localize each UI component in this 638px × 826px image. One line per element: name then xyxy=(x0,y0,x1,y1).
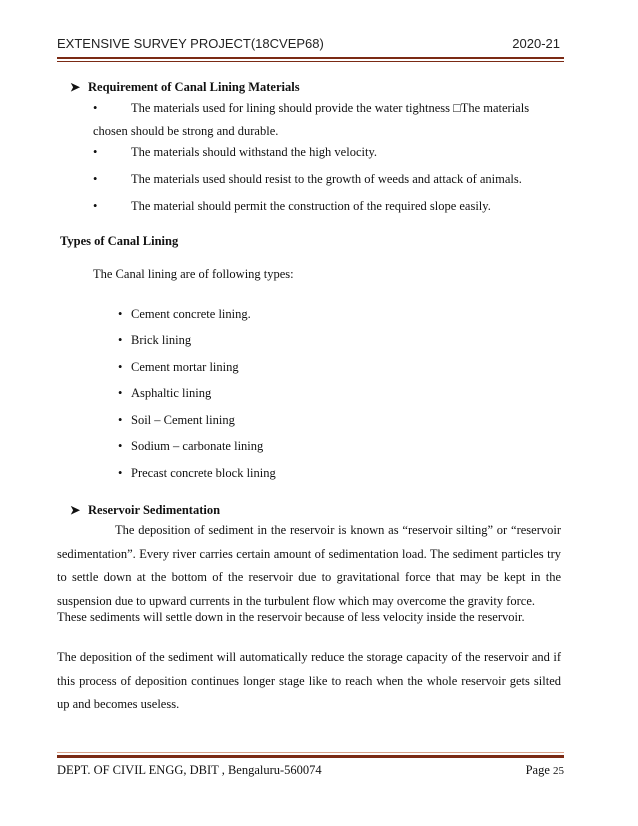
lining-type-item: Cement concrete lining. xyxy=(131,307,251,321)
requirements-title: Requirement of Canal Lining Materials xyxy=(88,80,300,94)
lining-type-item: Cement mortar lining xyxy=(131,360,239,374)
requirement-item-1-line2: chosen should be strong and durable. xyxy=(93,124,279,138)
bullet-dot-icon: • xyxy=(118,466,123,480)
lining-type-item: Asphaltic lining xyxy=(131,386,212,400)
lining-type-item: Brick lining xyxy=(131,333,192,347)
lining-type-item: Soil – Cement lining xyxy=(131,413,235,427)
requirement-item-2: The materials should withstand the high velocity. xyxy=(131,145,378,159)
bullet-dot-icon: • xyxy=(93,145,98,159)
sedimentation-paragraph-1-body: The deposition of sediment in the reservoir is known as “reservoir silting” or “reservoir sedimentation”. Every river carries certain amount of sedimentation load. The sediment particles try to settle down at the bottom of the reservoir due to gravitational force that may be kept in the suspension due to upward currents in the turbulent flow which may overcome the gravity force. xyxy=(57,523,561,608)
sedimentation-heading xyxy=(70,503,220,518)
requirement-item-4: The material should permit the construction of the required slope easily. xyxy=(131,199,491,213)
bullet-dot-icon: • xyxy=(118,307,123,321)
bullet-dot-icon: • xyxy=(93,101,98,115)
page-label: Page xyxy=(525,763,550,777)
footer-rule-thick xyxy=(57,755,564,758)
sedimentation-paragraph-1-last: These sediments will settle down in the reservoir because of less velocity inside the reservoir. xyxy=(57,610,525,624)
footer-rule-light xyxy=(57,752,564,753)
running-header-year: 2020-21 xyxy=(512,36,560,51)
footer-department: DEPT. OF CIVIL ENGG, DBIT , Bengaluru-560074 xyxy=(57,763,322,777)
footer-page-number xyxy=(526,763,564,778)
bullet-dot-icon: • xyxy=(93,172,98,186)
arrow-bullet-icon: ➤ xyxy=(70,80,81,94)
requirement-item-1-line1: The materials used for lining should provide the water tightness □The materials xyxy=(131,101,530,115)
running-header-title: EXTENSIVE SURVEY PROJECT(18CVEP68) xyxy=(57,36,324,51)
requirement-item-3: The materials used should resist to the growth of weeds and attack of animals. xyxy=(131,172,522,186)
bullet-dot-icon: • xyxy=(118,333,123,347)
header-rule-thick xyxy=(57,57,564,59)
header-rule-thin xyxy=(57,61,564,62)
lining-type-item: Sodium – carbonate lining xyxy=(131,439,264,453)
lining-type-item: Precast concrete block lining xyxy=(131,466,276,480)
requirements-heading xyxy=(70,80,300,95)
bullet-dot-icon: • xyxy=(118,413,123,427)
sedimentation-paragraph-1 xyxy=(57,519,561,613)
sedimentation-paragraph-2: The deposition of the sediment will automatically reduce the storage capacity of the reservoir and if this process of deposition continues longer stage like to reach when the whole reservoir gets silted up and becomes useless. xyxy=(57,650,561,711)
types-intro: The Canal lining are of following types: xyxy=(93,267,294,281)
types-heading: Types of Canal Lining xyxy=(60,234,179,248)
bullet-dot-icon: • xyxy=(93,199,98,213)
bullet-dot-icon: • xyxy=(118,386,123,400)
bullet-dot-icon: • xyxy=(118,360,123,374)
sedimentation-title: Reservoir Sedimentation xyxy=(88,503,221,517)
bullet-dot-icon: • xyxy=(118,439,123,453)
arrow-bullet-icon: ➤ xyxy=(70,503,81,517)
page-number: 25 xyxy=(553,765,564,777)
